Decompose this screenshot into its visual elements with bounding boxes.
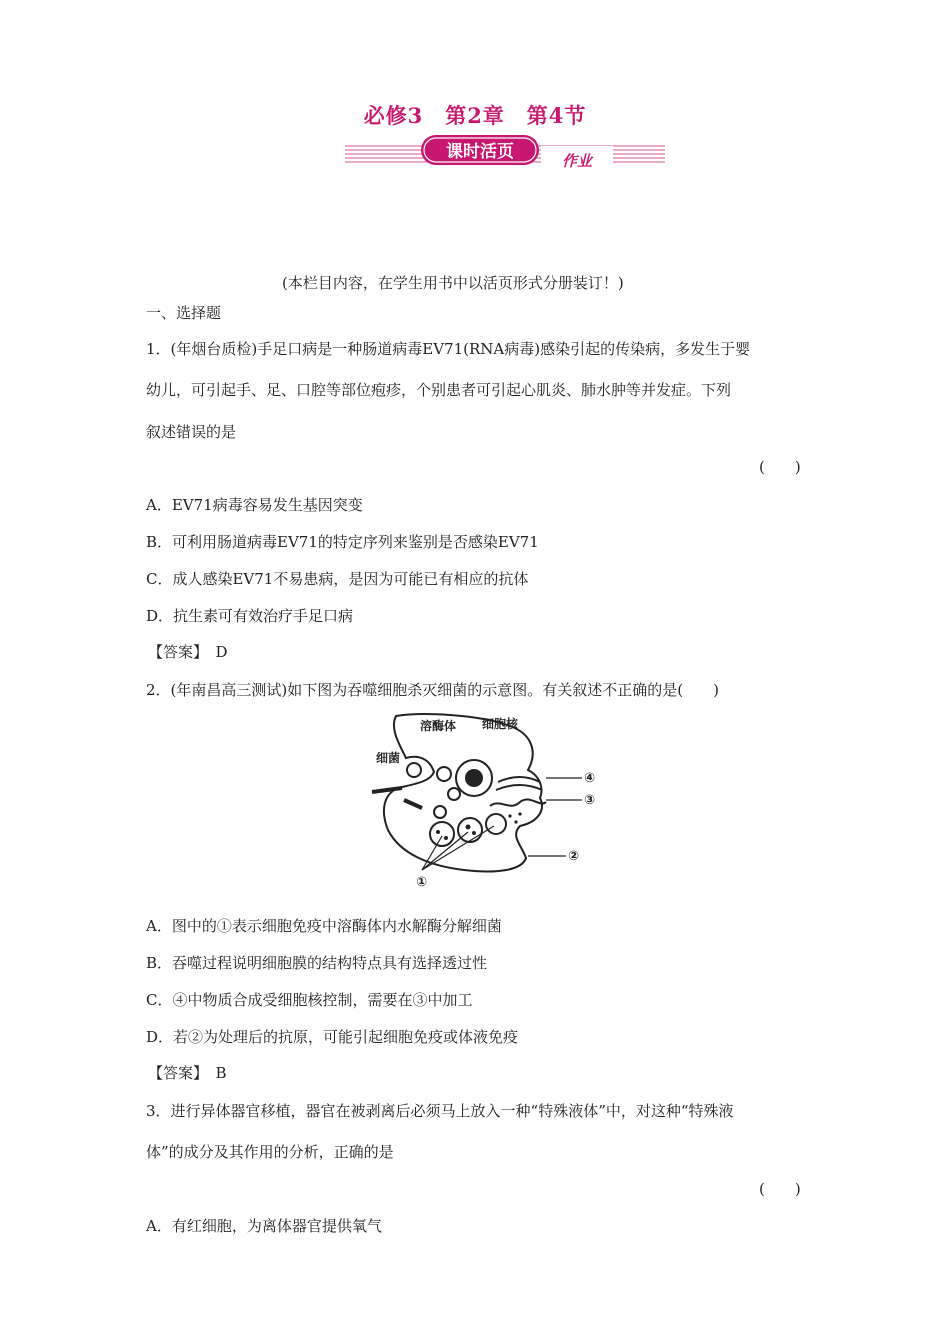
q2-answer: 【答案】 B (148, 1064, 227, 1082)
q1-option-d: D．抗生素可有效治疗手足口病 (146, 607, 354, 625)
q1-option-c: C．成人感染EV71不易患病，是因为可能已有相应的抗体 (146, 570, 529, 588)
banner-sub: 作业 (561, 152, 593, 170)
q1-option-b: B．可利用肠道病毒EV71的特定序列来鉴别是否感染EV71 (146, 533, 539, 551)
q1-stem-line-2: 幼儿，可引起手、足、口腔等部位疱疹，个别患者可引起心肌炎、肺水肿等并发症。下列 (146, 381, 732, 399)
q1-stem-line-3: 叙述错误的是 (146, 423, 237, 441)
phagocyte-diagram (360, 712, 600, 892)
banner-label: 课时活页 (446, 142, 514, 162)
page-title: 必修3 第2章 第4节 (363, 103, 587, 128)
q2-option-d: D．若②为处理后的抗原，可能引起细胞免疫或体液免疫 (146, 1028, 519, 1046)
nucleus-label: 细胞核 (482, 717, 519, 731)
q2-option-a: A．图中的①表示细胞免疫中溶酶体内水解酶分解细菌 (146, 917, 502, 935)
q3-stem-line-1: 3．进行异体器官移植，器官在被剥离后必须马上放入一种“特殊液体”中，对这种“特殊液 (146, 1102, 734, 1120)
bacteria-label: 细菌 (376, 751, 401, 765)
q1-answer-blank: ( ) (759, 458, 801, 476)
marker-1: ① (416, 875, 428, 890)
lysosome-label: 溶酶体 (420, 719, 457, 733)
q2-option-c: C．④中物质合成受细胞核控制，需要在③中加工 (146, 991, 473, 1009)
q3-option-a: A．有红细胞，为离体器官提供氧气 (146, 1217, 382, 1235)
q3-stem-line-2: 体”的成分及其作用的分析，正确的是 (146, 1143, 394, 1161)
lesson-banner (345, 132, 665, 178)
q2-stem: 2．(年南昌高三测试)如下图为吞噬细胞杀灭细菌的示意图。有关叙述不正确的是( ) (146, 681, 719, 699)
q1-answer: 【答案】 D (148, 643, 228, 661)
q2-option-b: B．吞噬过程说明细胞膜的结构特点具有选择透过性 (146, 954, 488, 972)
marker-3: ③ (584, 793, 596, 808)
marker-4: ④ (584, 771, 596, 786)
marker-2: ② (568, 849, 580, 864)
q3-answer-blank: ( ) (759, 1180, 801, 1198)
q1-stem-line-1: 1．(年烟台质检)手足口病是一种肠道病毒EV71(RNA病毒)感染引起的传染病，多发生于婴 (146, 340, 751, 358)
section-title: 一、选择题 (146, 304, 222, 322)
q1-option-a: A．EV71病毒容易发生基因突变 (146, 496, 363, 514)
binding-notice: (本栏目内容，在学生用书中以活页形式分册装订！) (282, 274, 624, 292)
